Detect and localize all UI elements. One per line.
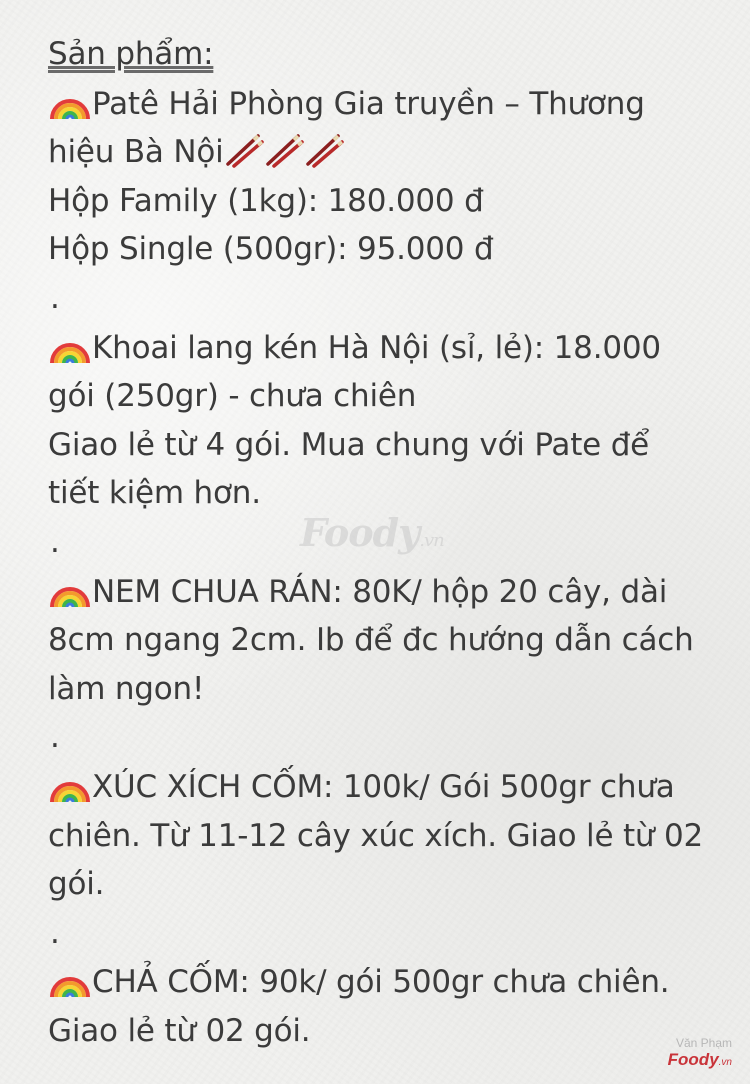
product-xuc-xich-title (48, 762, 728, 812)
xuc-xich-detail: chiên. Từ 11-12 cây xúc xích. Giao lẻ từ 02 (48, 817, 704, 854)
foody-watermark (300, 510, 444, 555)
watermark-brand: Foody (300, 510, 420, 555)
separator-dot: . (50, 914, 60, 951)
photo-credit (668, 1036, 732, 1070)
khoai-lang-detail: gói (250gr) - chưa chiên (48, 378, 417, 415)
nem-chua-detail-cont: làm ngon! (48, 670, 205, 707)
chopsticks-icon (224, 130, 264, 170)
line-text: Khoai lang kén Hà Nội (sỉ, lẻ): 18.000 (92, 329, 661, 366)
line-text: Patê Hải Phòng Gia truyền – Thương (92, 85, 645, 122)
line-text: XÚC XÍCH CỐM: 100k/ Gói 500gr chưa (92, 768, 675, 805)
nem-chua-detail: 8cm ngang 2cm. Ib để đc hướng dẫn cách (48, 622, 694, 659)
rainbow-icon (48, 957, 92, 1001)
line-text: NEM CHUA RÁN: 80K/ hộp 20 cây, dài (92, 573, 668, 610)
note-heading: Sản phẩm: (48, 36, 214, 72)
separator-dot: . (50, 279, 60, 316)
pate-single-price: Hộp Single (500gr): 95.000 đ (48, 231, 494, 268)
line-text: CHẢ CỐM: 90k/ gói 500gr chưa chiên. (92, 964, 670, 1001)
chopsticks-icon (304, 130, 344, 170)
product-cha-com-title (48, 957, 728, 1007)
rainbow-icon (48, 323, 92, 367)
foody-logo (668, 1050, 732, 1070)
credit-brand: Foody (667, 1050, 719, 1069)
chopsticks-icon (264, 130, 304, 170)
cha-com-detail: Giao lẻ từ 02 gói. (48, 1012, 311, 1049)
khoai-lang-note: Giao lẻ từ 4 gói. Mua chung với Pate để (48, 426, 650, 463)
rainbow-icon (48, 79, 92, 123)
separator-dot: . (50, 523, 60, 560)
khoai-lang-note-cont: tiết kiệm hơn. (48, 475, 261, 512)
watermark-suffix: .vn (419, 530, 444, 551)
credit-suffix: .vn (718, 1057, 732, 1068)
rainbow-icon (48, 567, 92, 611)
product-nem-chua-title (48, 567, 728, 617)
separator-dot: . (50, 719, 60, 756)
credit-author: Văn Phạm (675, 1036, 732, 1050)
xuc-xich-detail-cont: gói. (48, 866, 105, 903)
product-pate-title (48, 79, 728, 129)
pate-family-price: Hộp Family (1kg): 180.000 đ (48, 182, 484, 219)
product-khoai-lang-title (48, 323, 728, 373)
product-pate-title-cont (48, 128, 728, 177)
rainbow-icon (48, 762, 92, 806)
line-text: hiệu Bà Nội (48, 134, 224, 171)
